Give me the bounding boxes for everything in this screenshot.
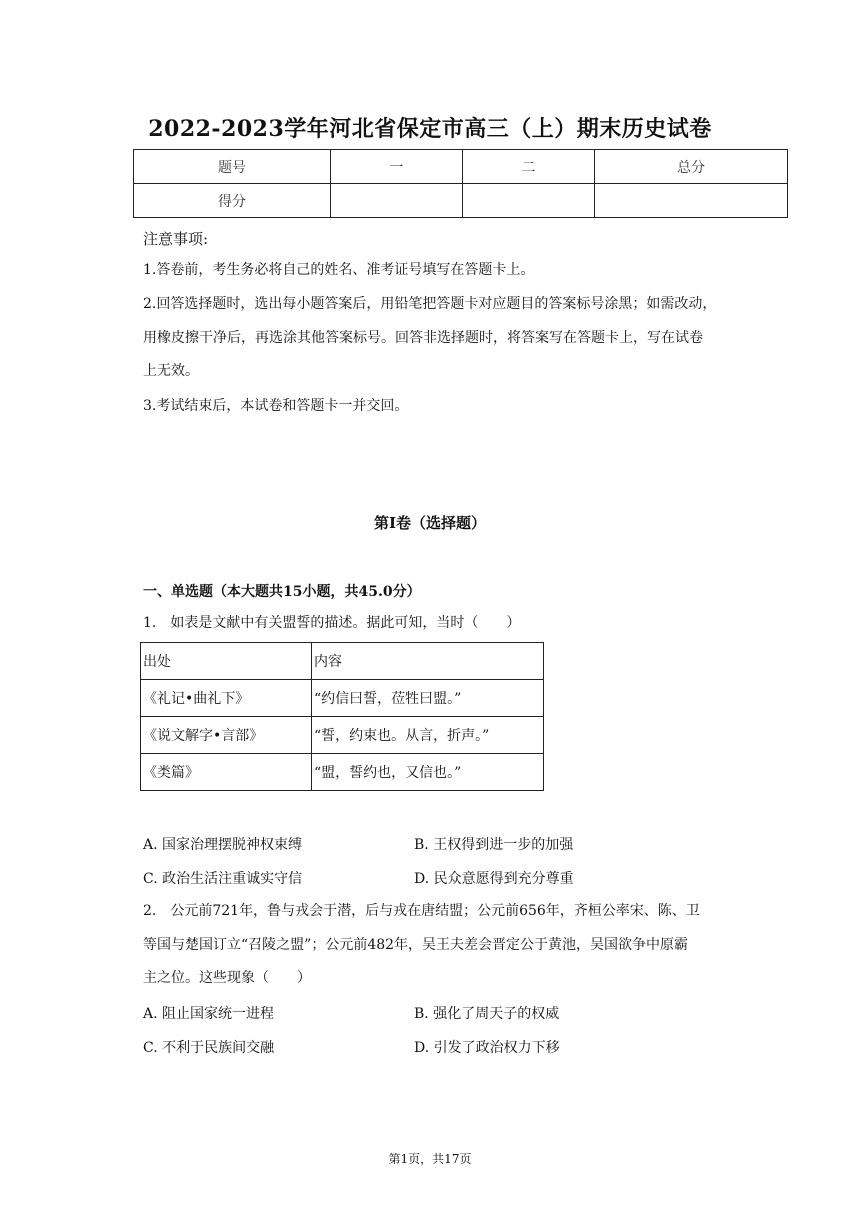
q2-option-b: B. 强化了周天子的权威	[414, 1006, 560, 1022]
q1-option-d: D. 民众意愿得到充分尊重	[414, 871, 574, 887]
table-row	[141, 643, 544, 680]
table-header-cell: 出处	[141, 643, 312, 680]
q1-option-c: C. 政治生活注重诚实守信	[143, 871, 303, 887]
score-cell	[595, 184, 788, 218]
table-row	[141, 680, 544, 717]
score-cell: 一	[331, 150, 463, 184]
score-cell: 得分	[134, 184, 331, 218]
score-table-row	[134, 150, 788, 184]
table-header-cell: 内容	[312, 643, 544, 680]
q2-option-a: A. 阻止国家统一进程	[143, 1006, 275, 1022]
notice-item-2-line-1: 2.回答选择题时，选出每小题答案后，用铅笔把答题卡对应题目的答案标号涂黑；如需改动，	[143, 296, 717, 312]
q2-stem-line-2: 等国与楚国订立“召陵之盟”；公元前482年，吴王夫差会晋定公于黄池，吴国欲争中原霸	[143, 937, 689, 953]
q2-option-c: C. 不利于民族间交融	[143, 1040, 275, 1056]
notice-item-1: 1.答卷前，考生务必将自己的姓名、准考证号填写在答题卡上。	[143, 262, 535, 278]
table-cell: 《说文解字•言部》	[141, 717, 312, 754]
notice-heading: 注意事项:	[143, 230, 209, 248]
part1-heading: 一、单选题（本大题共15小题，共45.0分）	[143, 584, 421, 600]
q1-option-b: B. 王权得到进一步的加强	[414, 837, 574, 853]
q1-source-table	[140, 642, 544, 791]
q1-stem: 1. 如表是文献中有关盟誓的描述。据此可知，当时（ ）	[143, 615, 521, 631]
table-row	[141, 754, 544, 791]
table-cell: “约信曰誓，莅牲曰盟。”	[312, 680, 544, 717]
q2-option-d: D. 引发了政治权力下移	[414, 1040, 560, 1056]
score-cell: 总分	[595, 150, 788, 184]
score-cell	[463, 184, 595, 218]
page-number-footer: 第1页，共17页	[388, 1152, 472, 1166]
q1-option-a: A. 国家治理摆脱神权束缚	[143, 837, 303, 853]
table-cell: 《类篇》	[141, 754, 312, 791]
notice-item-3: 3.考试结束后，本试卷和答题卡一并交回。	[143, 398, 409, 414]
table-cell: “誓，约束也。从言，折声。”	[312, 717, 544, 754]
notice-item-2-line-2: 用橡皮擦干净后，再选涂其他答案标号。回答非选择题时，将答案写在答题卡上，写在试卷	[143, 330, 703, 346]
notice-item-2-line-3: 上无效。	[143, 363, 199, 379]
table-cell: 《礼记•曲礼下》	[141, 680, 312, 717]
score-table-row	[134, 184, 788, 218]
q2-stem-line-3: 主之位。这些现象（ ）	[143, 970, 311, 986]
q2-stem-line-1: 2. 公元前721年，鲁与戎会于潜，后与戎在唐结盟；公元前656年，齐桓公率宋、陈、卫	[143, 903, 700, 919]
exam-title: 2022-2023学年河北省保定市高三（上）期末历史试卷	[148, 116, 712, 142]
section-title: 第Ⅰ卷（选择题）	[373, 514, 487, 532]
table-row	[141, 717, 544, 754]
score-cell: 题号	[134, 150, 331, 184]
score-cell: 二	[463, 150, 595, 184]
score-cell	[331, 184, 463, 218]
score-table	[133, 149, 788, 218]
table-cell: “盟，誓约也，又信也。”	[312, 754, 544, 791]
